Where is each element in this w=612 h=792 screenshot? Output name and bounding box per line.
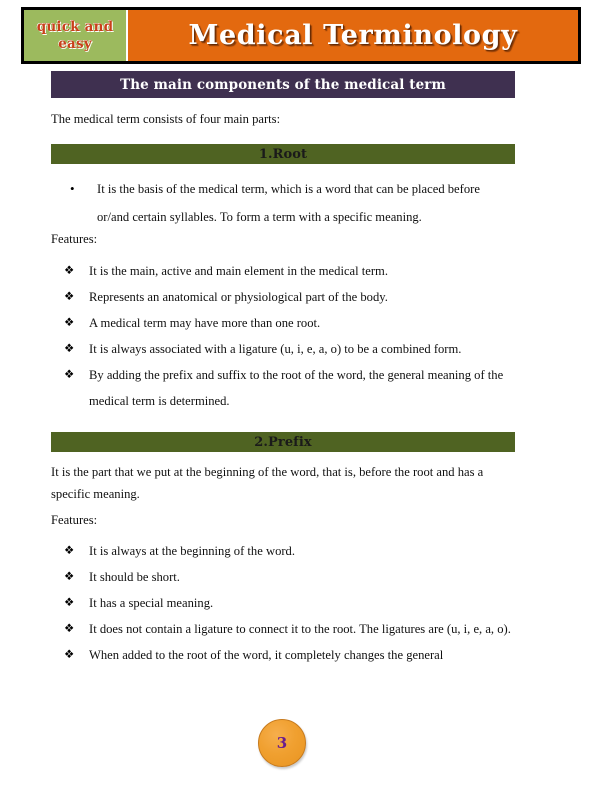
list-item	[64, 336, 524, 362]
list-item-text: By adding the prefix and suffix to the root of the word, the general meaning of the medical term is determined.	[89, 368, 504, 408]
list-item-text: A medical term may have more than one root.	[89, 316, 321, 330]
prefix-paragraph: It is the part that we put at the beginning of the word, that is, before the root and has a specific meaning.	[51, 465, 484, 501]
intro-paragraph: The medical term consists of four main parts:	[51, 112, 281, 126]
diamond-bullet-icon: ❖	[64, 317, 75, 329]
brand-line-1: quick and	[36, 18, 114, 35]
document-title: Medical Terminology	[188, 19, 518, 51]
section-banner-root	[51, 144, 515, 164]
list-item	[64, 284, 524, 310]
prefix-features-label: Features:	[51, 513, 98, 527]
list-item-text: It has a special meaning.	[89, 596, 214, 610]
list-item	[64, 362, 524, 414]
brand-line-2: easy	[58, 35, 92, 52]
diamond-bullet-icon: ❖	[64, 571, 75, 583]
section-banner-root-label: 1.Root	[258, 146, 308, 162]
page-number-text: 3	[276, 733, 288, 752]
brand-logo-box	[24, 10, 128, 61]
masthead-title-container	[128, 10, 578, 61]
list-item	[64, 642, 514, 668]
main-components-banner	[51, 71, 515, 98]
bullet-icon: •	[70, 181, 75, 196]
diamond-bullet-icon: ❖	[64, 343, 75, 355]
list-item-text: It is the main, active and main element in the medical term.	[89, 264, 388, 278]
diamond-bullet-icon: ❖	[64, 545, 75, 557]
document-masthead	[21, 7, 581, 64]
root-features-list	[64, 258, 524, 414]
prefix-features-list	[64, 538, 514, 668]
list-item	[64, 258, 524, 284]
diamond-bullet-icon: ❖	[64, 623, 75, 635]
diamond-bullet-icon: ❖	[64, 265, 75, 277]
list-item-text: It should be short.	[89, 570, 180, 584]
list-item-text: It is always associated with a ligature (u, i, e, a, o) to be a combined form.	[89, 342, 462, 356]
page-number-badge	[258, 719, 306, 767]
root-features-label: Features:	[51, 232, 98, 246]
list-item-text: It is the basis of the medical term, which is a word that can be placed before or/and certain syllables. To form a term with a specific meaning.	[97, 182, 480, 224]
list-item	[64, 616, 514, 642]
diamond-bullet-icon: ❖	[64, 369, 75, 381]
diamond-bullet-icon: ❖	[64, 649, 75, 661]
root-bullet-list	[64, 175, 514, 231]
main-components-banner-label: The main components of the medical term	[120, 76, 446, 93]
list-item-text: It does not contain a ligature to connect it to the root. The ligatures are (u, i, e, a, o).	[89, 622, 511, 636]
list-item	[64, 175, 514, 231]
list-item	[64, 590, 514, 616]
list-item-text: It is always at the beginning of the word.	[89, 544, 296, 558]
section-banner-prefix	[51, 432, 515, 452]
diamond-bullet-icon: ❖	[64, 597, 75, 609]
list-item	[64, 564, 514, 590]
section-banner-prefix-label: 2.Prefix	[254, 434, 312, 450]
list-item	[64, 310, 524, 336]
list-item-text: When added to the root of the word, it completely changes the general	[89, 648, 444, 662]
list-item-text: Represents an anatomical or physiological part of the body.	[89, 290, 388, 304]
list-item	[64, 538, 514, 564]
diamond-bullet-icon: ❖	[64, 291, 75, 303]
